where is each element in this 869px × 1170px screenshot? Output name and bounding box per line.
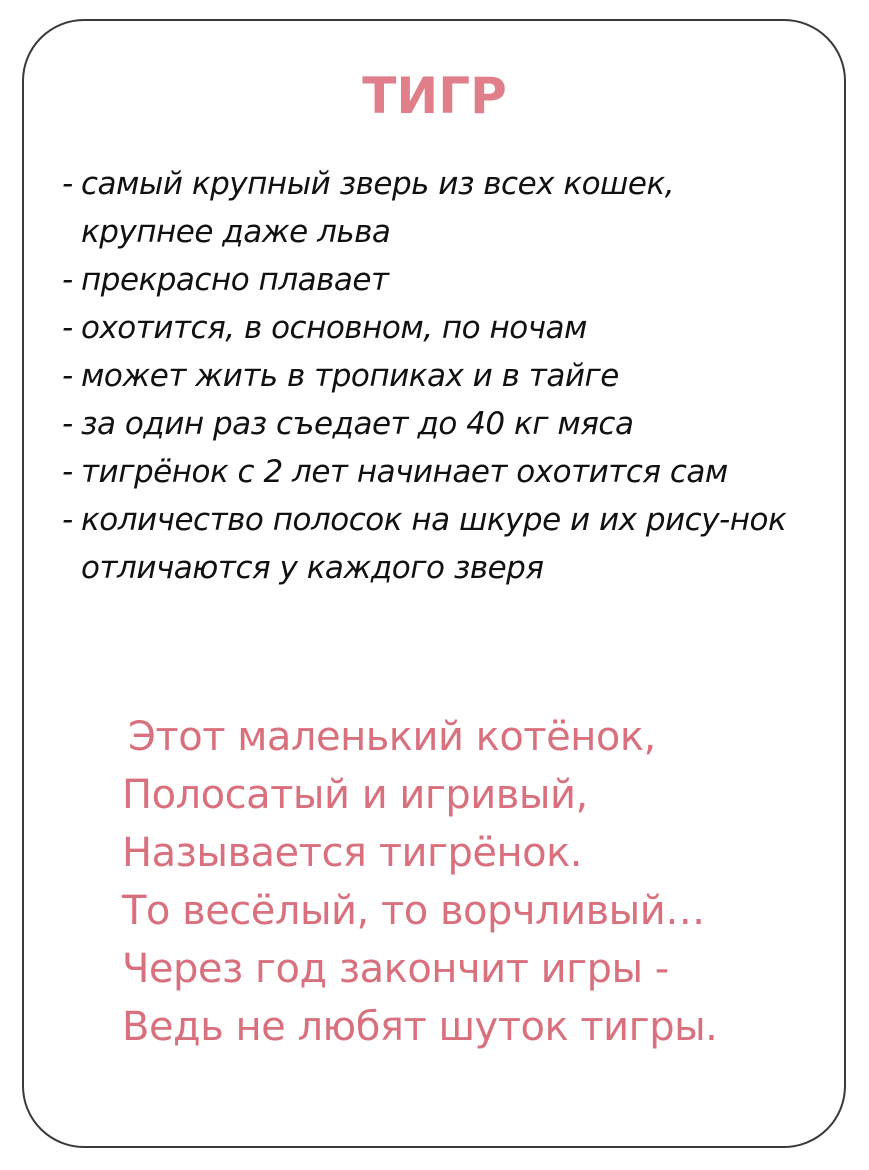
card-title: ТИГР <box>362 67 507 125</box>
facts-list <box>62 160 802 592</box>
fact-text: количество полосок на шкуре и их рису-нок отличаются у каждого зверя <box>81 502 787 586</box>
fact-dash: - <box>62 358 73 394</box>
fact-item <box>62 160 802 256</box>
poem-line: Ведь не любят шуток тигры. <box>122 1004 718 1050</box>
poem-line: Полосатый и игривый, <box>122 772 588 818</box>
poem-line: Называется тигрёнок. <box>122 830 583 876</box>
fact-text: охотится, в основном, по ночам <box>81 310 587 346</box>
fact-dash: - <box>62 166 73 202</box>
poem-line: Через год закончит игры - <box>122 946 669 992</box>
fact-text: прекрасно плавает <box>81 262 389 298</box>
fact-dash: - <box>62 454 73 490</box>
fact-text: тигрёнок с 2 лет начинает охотится сам <box>81 454 728 490</box>
fact-text: может жить в тропиках и в тайге <box>81 358 619 394</box>
poem-line: То весёлый, то ворчливый… <box>122 888 705 934</box>
fact-item <box>62 256 802 304</box>
fact-item <box>62 496 802 592</box>
fact-dash: - <box>62 262 73 298</box>
fact-dash: - <box>62 502 73 538</box>
fact-dash: - <box>62 310 73 346</box>
fact-dash: - <box>62 406 73 442</box>
fact-item <box>62 400 802 448</box>
fact-text: за один раз съедает до 40 кг мяса <box>81 406 634 442</box>
poem <box>122 708 717 1056</box>
fact-item <box>62 352 802 400</box>
poem-line: Этот маленький котёнок, <box>128 714 656 760</box>
fact-item <box>62 448 802 496</box>
fact-text: самый крупный зверь из всех кошек, крупнее даже льва <box>81 166 675 250</box>
fact-item <box>62 304 802 352</box>
